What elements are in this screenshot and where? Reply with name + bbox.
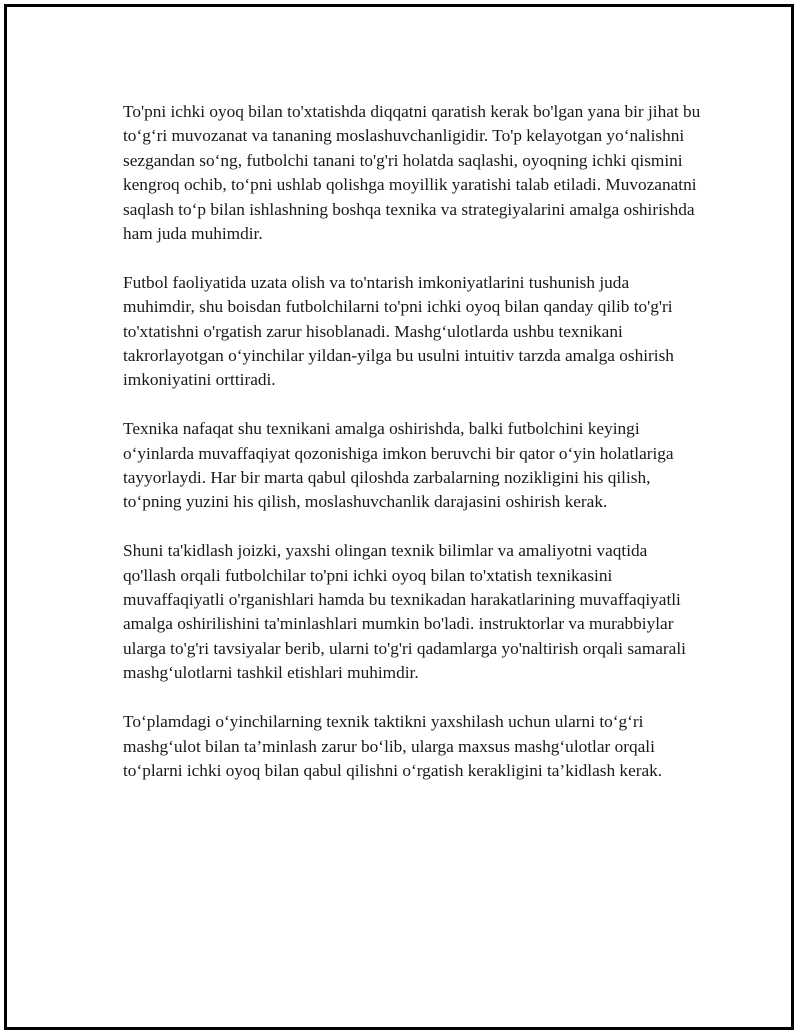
document-body	[123, 100, 703, 783]
paragraph-3: Texnika nafaqat shu texnikani amalga oshirishda, balki futbolchini keyingi o‘yinlarda muvaffaqiyat qozonishiga imkon beruvchi bir qator o‘yin holatlariga tayyorlaydi. Har bir marta qabul qiloshda zarbalarning nozikligini his qilish, to‘pning yuzini his qilish, moslashuvchanlik darajasini oshirish kerak.	[123, 419, 674, 512]
paragraph-1: To'pni ichki oyoq bilan to'xtatishda diqqatni qaratish kerak bo'lgan yana bir jihat bu to‘g‘ri muvozanat va tananing moslashuvchanligidir. To'p kelayotgan yo‘nalishni sezgandan so‘ng, futbolchi tanani to'g'ri holatda saqlashi, oyoqning ichki qismini kengroq ochib, to‘pni ushlab qolishga moyillik yaratishi talab etiladi. Muvozanatni saqlash to‘p bilan ishlashning boshqa texnika va strategiyalarini amalga oshirishda ham juda muhimdir.	[123, 102, 701, 244]
paragraph-4: Shuni ta'kidlash joizki, yaxshi olingan texnik bilimlar va amaliyotni vaqtida qo'llash orqali futbolchilar to'pni ichki oyoq bilan to'xtatish texnikasini muvaffaqiyatli o'rganishlari hamda bu texnikadan harakatlarining muvaffaqiyatli amalga oshirilishini ta'minlashlari mumkin bo'ladi. instruktorlar va murabbiylar ularga to'g'ri tavsiyalar berib, ularni to'g'ri qadamlarga yo'naltirish orqali samarali mashg‘ulotlarni tashkil etishlari muhimdir.	[123, 541, 686, 683]
page-frame	[4, 4, 794, 1030]
paragraph-2: Futbol faoliyatida uzata olish va to'ntarish imkoniyatlarini tushunish juda muhimdir, shu boisdan futbolchilarni to'pni ichki oyoq bilan qanday qilib to'g'ri to'xtatishni o'rgatish zarur hisoblanadi. Mashg‘ulotlarda ushbu texnikani takrorlayotgan o‘yinchilar yildan-yilga bu usulni intuitiv tarzda amalga oshirish imkoniyatini orttiradi.	[123, 272, 674, 390]
paragraph-5: To‘plamdagi o‘yinchilarning texnik taktikni yaxshilash uchun ularni to‘g‘ri mashg‘ulot bilan ta’minlash zarur bo‘lib, ularga maxsus mashg‘ulotlar orqali to‘plarni ichki oyoq bilan qabul qilishni o‘rgatish kerakligini ta’kidlash kerak.	[123, 712, 663, 780]
